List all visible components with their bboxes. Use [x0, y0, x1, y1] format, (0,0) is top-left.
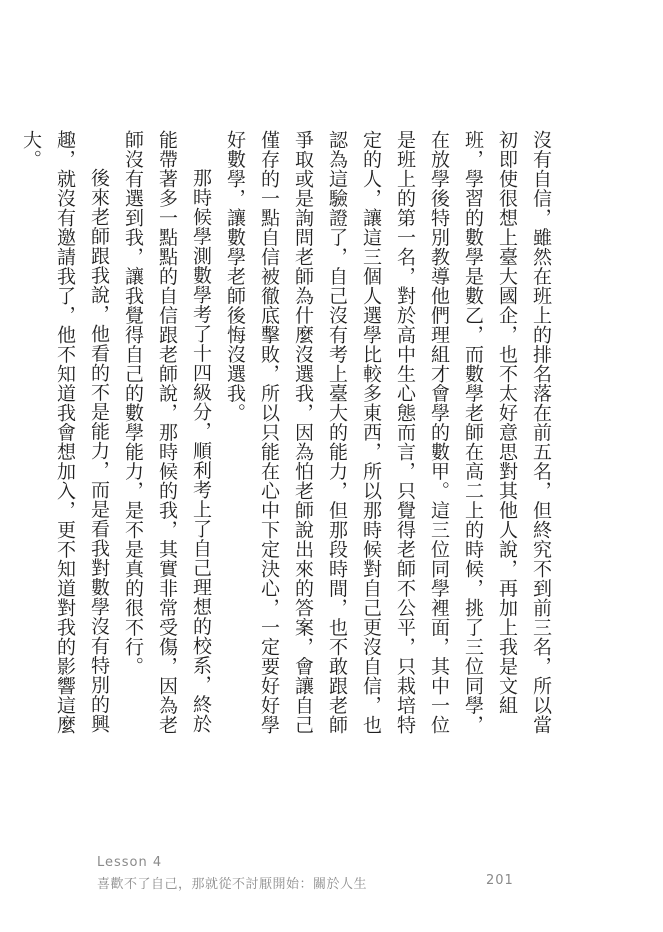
- footer-book-title: 喜歡不了自己，那就從不討厭開始：關於人生: [97, 877, 368, 892]
- paragraph-1: 沒有自信，雖然在班上的排名落在前五名，但終究不到前三名，所以當初即使很想上臺大國企，也不太好意思對其他人說，再加上我是文組班，學習的數學是數乙，而數學老師在高二上的時候，挑了三位同學，在放學後特別教導他們理組才會學的數甲。這三位同學裡面，其中一位是班上的第一名，對於高中生心態而言，只覺得老師不公平，只栽培特定的人，讓這三個人選學比較多東西，所以那時候對自己更沒自信，也認為這驗證了，自己沒有考上臺大的能力，但那段時間，也不敢跟老師爭取或是詢問老師為什麼沒選我，因為怕老師說出來的答案，會讓自己僅存的一點自信被徹底擊敗，所以只能在心中下定決心，一定要好好學好數學，讓數學老師後悔沒選我。: [224, 130, 552, 735]
- page-number: 201: [486, 873, 514, 888]
- footer-lesson-label: Lesson 4: [97, 855, 163, 870]
- paragraph-3: 後來老師跟我說，他看的不是能力，而是看我對數學沒有特別的興趣，就沒有邀請我了，他不知道我會想加入，更不知道對我的影響這麼大。: [20, 130, 110, 735]
- vertical-body-text: [20, 130, 558, 740]
- paragraph-2: 那時候學測數學考了十四級分，順利考上了自己理想的校系，終於能帶著多一點點的自信跟老師說，那時候的我，其實非常受傷，因為老師沒有選到我，讓我覺得自己的數學能力，是不是真的很不行。: [122, 130, 212, 735]
